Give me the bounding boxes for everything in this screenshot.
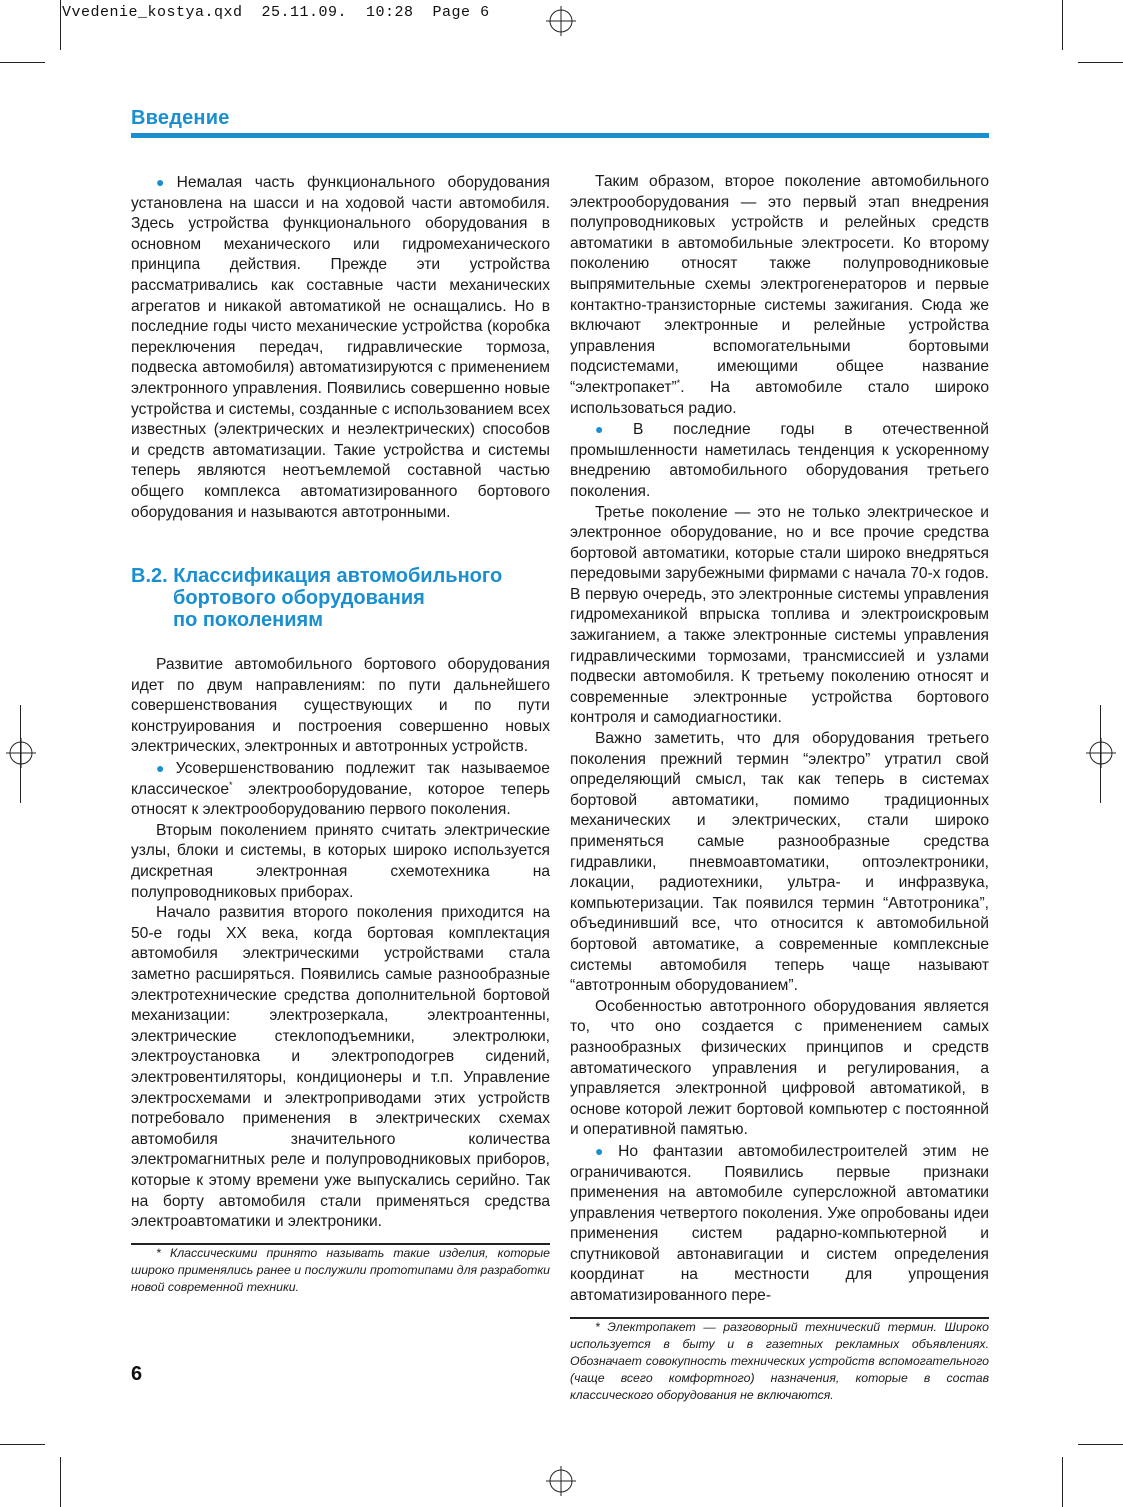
crop-mark	[1078, 62, 1123, 63]
bullet-icon: ●	[595, 1142, 615, 1159]
crop-mark	[0, 1444, 45, 1445]
crop-mark	[1078, 1444, 1123, 1445]
footnote-marker: *	[676, 377, 681, 388]
bullet-icon: ●	[595, 421, 629, 438]
footnote: * Классическими принято называть такие изделия, которые широко применялись ранее и послужили прототипами для разработки новой современной техники.	[131, 1245, 550, 1294]
left-column	[131, 172, 550, 1296]
bullet-icon: ●	[156, 760, 172, 777]
crop-mark	[60, 1457, 61, 1507]
paragraph: Таким образом, второе поколение автомобильного электрооборудования — это первый этап внедрения полупроводниковых устройств и релейных средств автоматики в автомобильные электросети. Ко второму поколению относят также полупроводниковые выпрямительные схемы электрогенераторов и первые контактно-транзисторные системы зажигания. Сюда же включают электронные и релейные устройства управления вспомогательными бортовыми подсистемами, имеющими общее название “электропакет”*. На автомобиле стало широко использоваться радио.	[570, 173, 989, 417]
paragraph: Особенностью автотронного оборудования является то, что оно создается с применением самых разнообразных физических принципов и средств автоматического управления и регулирования, а управляется электронной цифровой автоматикой, в основе которой лежит бортовой компьютер с постоянной и оперативной памятью.	[570, 997, 989, 1139]
crop-mark	[1062, 0, 1063, 50]
page-number: 6	[131, 1363, 143, 1385]
crop-mark	[0, 62, 45, 63]
footnote: * Электропакет — разговорный технический термин. Широко используется в быту и в газетных рекламных объявлениях. Обозначает совокупность технических устройств вспомогательного (чаще всего комфортного) назначения, которые в состав классического оборудования не включаются.	[570, 1319, 989, 1402]
right-column	[570, 172, 989, 1404]
registration-mark-icon	[546, 1466, 576, 1496]
crop-mark	[60, 0, 61, 50]
registration-mark-icon	[6, 738, 36, 768]
paragraph: Вторым поколением принято считать электрические узлы, блоки и системы, в которых широко используется дискретная электронная схемотехника на полупроводниковых приборах.	[131, 821, 550, 901]
registration-mark-icon	[546, 6, 576, 36]
crop-mark	[20, 705, 21, 803]
section-title: Введение	[131, 107, 230, 129]
paragraph: ● Немалая часть функционального оборудования установлена на шасси и на ходовой части автомобиля. Здесь устройства функционального оборудования в основном механического или гидромеханического принципа действия. Прежде эти устройства рассматривались как составные части механических агрегатов и никакой автоматикой не оснащались. Но в последние годы чисто механические устройства (коробка переключения передач, гидравлические тормоза, подвеска автомобиля) автоматизируются с применением электронного управления. Появились совершенно новые устройства и системы, созданные с использованием всех известных (электрических и неэлектрических) способов и средств автоматизации. Такие устройства и системы теперь являются неотъемлемой составной частью общего комплекса автоматизированного бортового оборудования и называются автотронными.	[131, 174, 550, 521]
header-rule	[131, 133, 989, 138]
subsection-title: В.2. Классификация автомобильного бортового оборудования по поколениям	[131, 565, 503, 632]
paragraph: Третье поколение — это не только электрическое и электронное оборудование, но и все прочие средства бортовой автоматики, которые стали широко внедряться передовыми зарубежными фирмами с начала 70-х годов. В первую очередь, это электронные системы управления гидромеханикой впрыска топлива и электроискровым зажиганием, а также электронные системы управления гидравлическими тормозами, трансмиссией и узлами подвески автомобиля. К третьему поколению относят и современные электронные устройства бортового контроля и самодиагностики.	[570, 503, 989, 727]
footnote-marker: *	[229, 779, 233, 790]
crop-mark	[1100, 705, 1101, 803]
paragraph: Начало развития второго поколения приходится на 50-е годы XX века, когда бортовая комплектация автомобиля электрическими устройствами стала заметно расширяться. Появились самые разнообразные электротехнические средства дополнительной бортовой механизации: электрозеркала, электроантенны, электрические стеклоподъемники, электролюки, электроустановка и электроподогрев сидений, электровентиляторы, кондиционеры и т.п. Управление электросхемами и электроприводами этих устройств потребовало применения в электрических схемах автомобиля значительного количества электромагнитных реле и полупроводниковых приборов, которые к этому времени уже выпускались серийно. Так на борту автомобиля стали применяться средства электроавтоматики и электроники.	[131, 904, 550, 1231]
crop-mark	[1062, 1457, 1063, 1507]
bullet-icon: ●	[156, 174, 173, 190]
slug-line: Vvedenie_kostya.qxd 25.11.09. 10:28 Page 6	[62, 4, 490, 21]
registration-mark-icon	[1086, 738, 1116, 768]
paragraph: ● Но фантазии автомобилестроителей этим не ограничиваются. Появились первые признаки применения на автомобиле суперсложной автоматики управления четвертого поколения. Уже опробованы идеи применения систем радарно-компьютерной и спутниковой автонавигации и систем определения координат на местности для упрощения автоматизированного пере-	[570, 1142, 989, 1305]
paragraph: ● В последние годы в отечественной промышленности наметилась тенденция к ускоренному внедрению автомобильного оборудования третьего поколения.	[570, 421, 989, 500]
paragraph: Важно заметить, что для оборудования третьего поколения прежний термин “электро” утратил свой определяющий смысл, так как теперь в системах бортовой автоматики, помимо традиционных механических и электрических, стали широко применяться самые разнообразные средства гидравлики, пневмоавтоматики, оптоэлектроники, локации, радиотехники, ультра- и инфразвука, компьютеризации. Так появился термин “Автотроника”, объединивший все, что относится к автомобильной бортовой автоматике, а современные комплексные системы автомобиля теперь чаще называют “автотронным оборудованием”.	[570, 730, 989, 995]
paragraph: ● Усовершенствованию подлежит так называемое классическое* электрооборудование, которое теперь относят к электрооборудованию первого поколения.	[131, 760, 550, 819]
paragraph: Развитие автомобильного бортового оборудования идет по двум направлениям: по пути дальнейшего совершенствования существующих и по пути конструирования и построения совершенно новых электрических, электронных и автотронных устройств.	[131, 656, 550, 756]
